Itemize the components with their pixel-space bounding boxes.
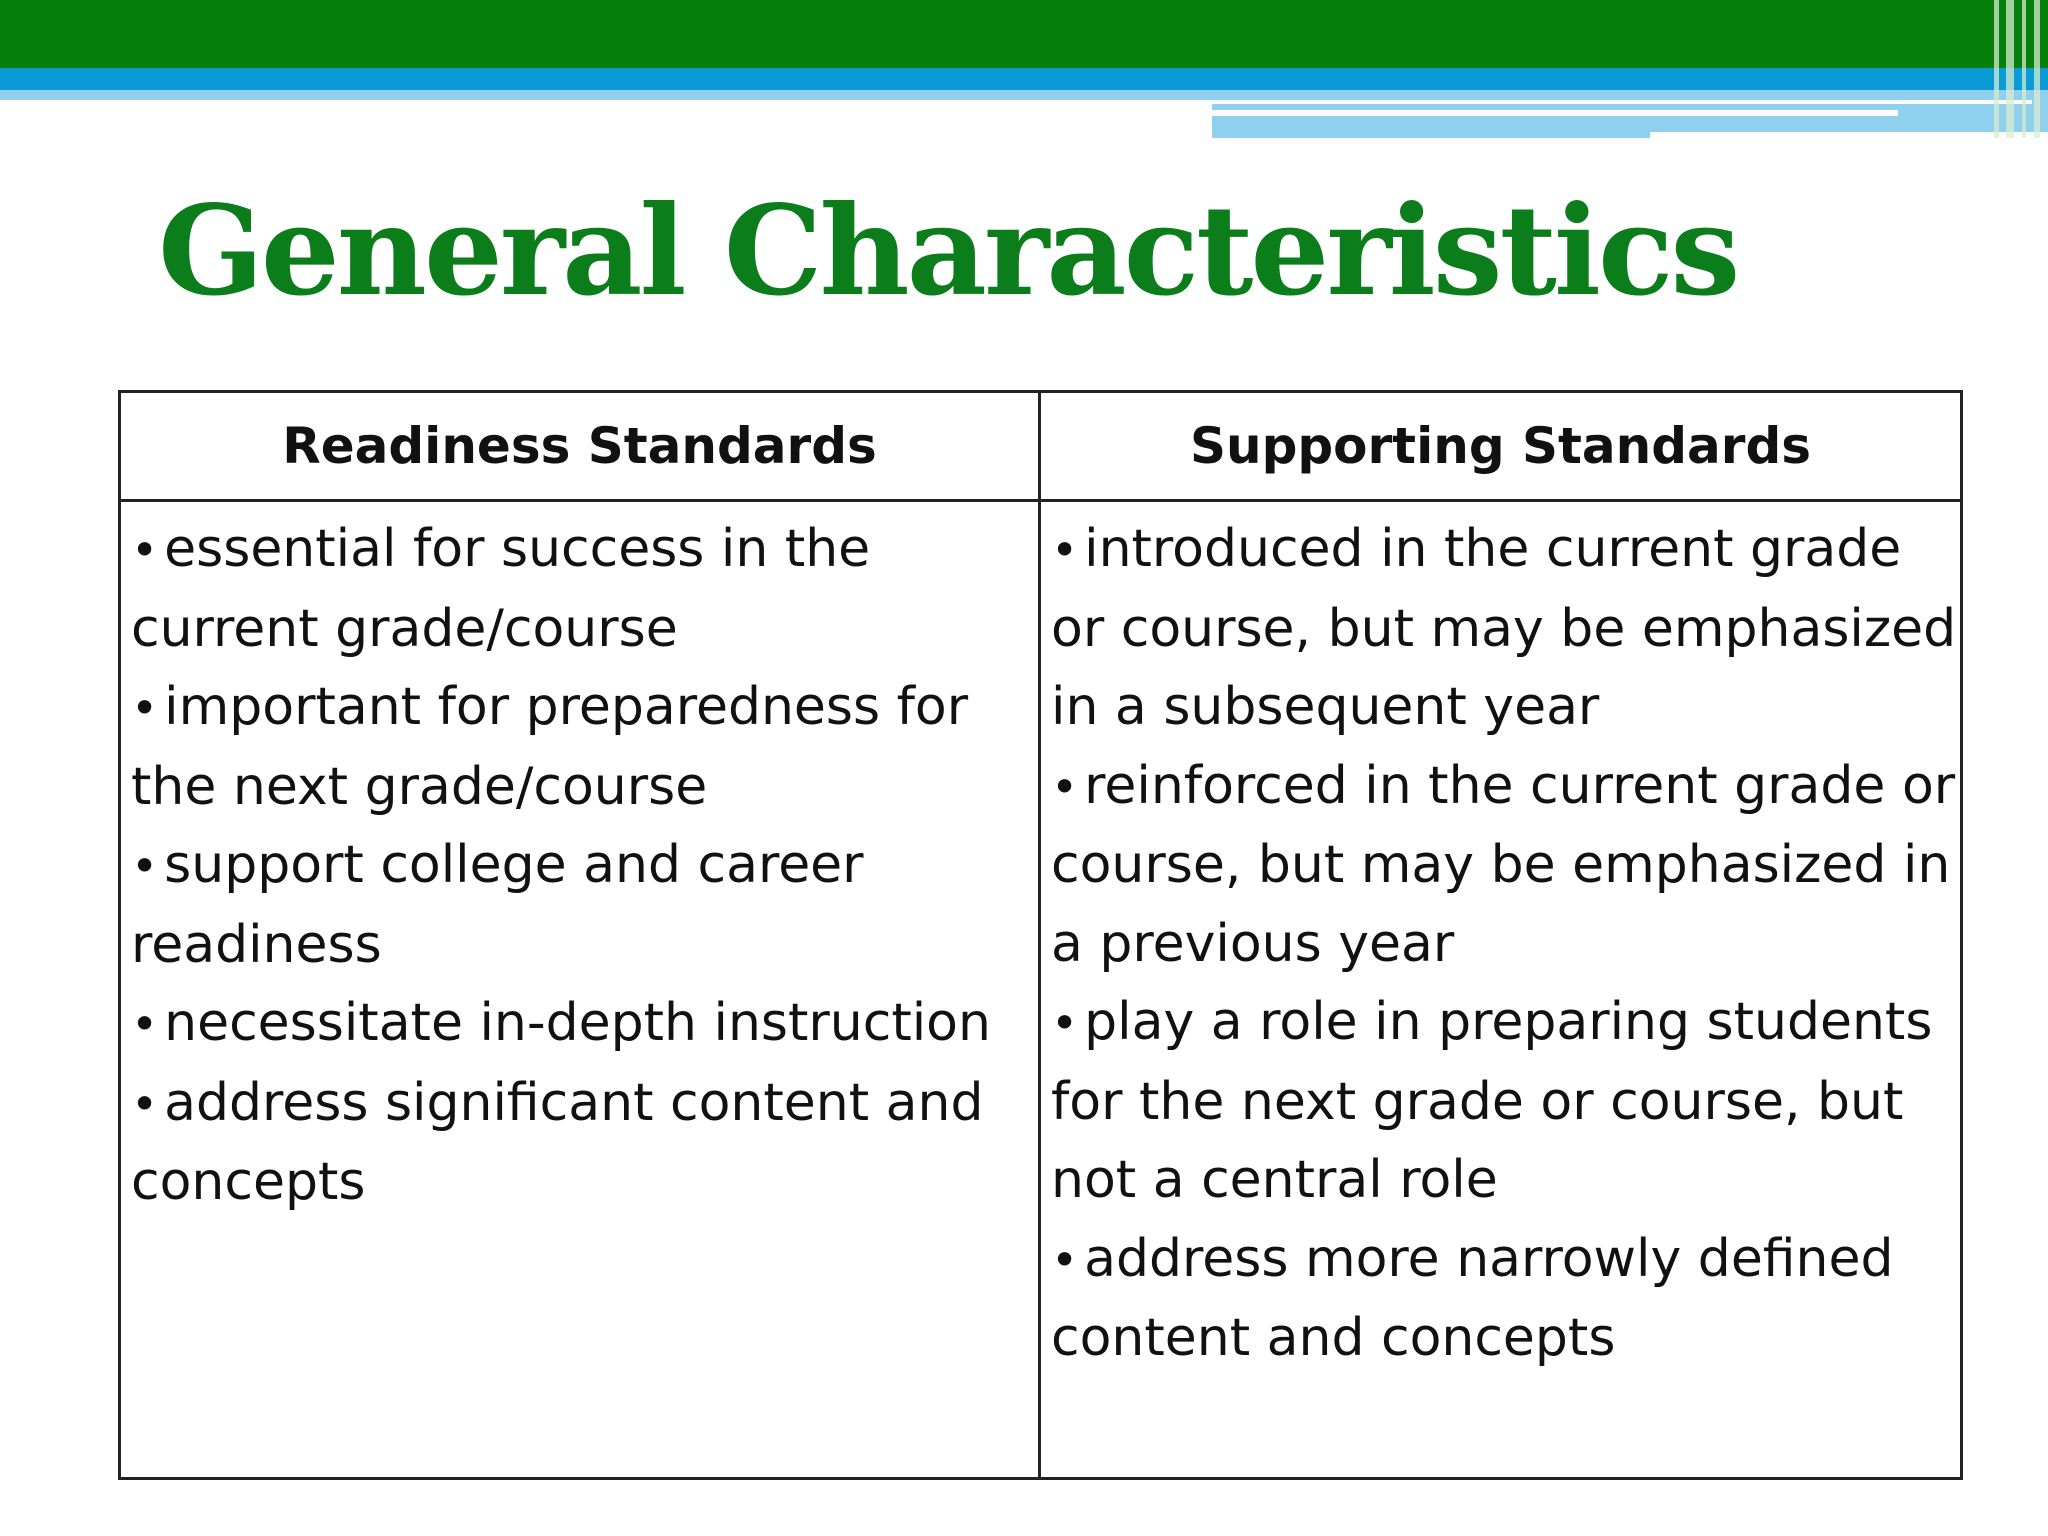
- list-item: [131, 510, 1038, 668]
- slide-title: General Characteristics: [158, 179, 1738, 324]
- bullet: •: [131, 523, 159, 577]
- readiness-item-text: address significant content and concepts: [131, 1072, 984, 1212]
- header-white-line: [1212, 100, 2032, 104]
- bullet: •: [1051, 759, 1079, 814]
- bullet: •: [131, 681, 159, 735]
- bullet: •: [1051, 996, 1079, 1050]
- readiness-item-text: support college and career readiness: [131, 835, 864, 975]
- standards-table: [118, 390, 1963, 1480]
- bullet: •: [1051, 1232, 1079, 1287]
- header-white-line: [1212, 110, 1898, 116]
- supporting-item-text: reinforced in the current grade or course, but may be emphasized in a previous year: [1051, 755, 1956, 974]
- header-stripe-blue: [0, 68, 2048, 90]
- list-item: [131, 826, 1038, 984]
- header-edge-bars: [1988, 0, 2048, 138]
- readiness-item-text: necessitate in-depth instruction: [164, 993, 991, 1053]
- bullet: •: [131, 1076, 159, 1131]
- bullet: •: [131, 839, 159, 893]
- readiness-item-text: important for preparedness for the next grade/course: [131, 677, 969, 817]
- supporting-item-text: introduced in the current grade or course, but may be emphasized in a subsequent year: [1051, 519, 1957, 737]
- list-item: [131, 668, 1038, 826]
- list-item: [1051, 510, 1960, 747]
- table-header-supporting: Supporting Standards: [1041, 393, 1960, 502]
- supporting-item-text: play a role in preparing students for the next grade or course, but not a central role: [1051, 992, 1933, 1210]
- supporting-list: [1041, 502, 1960, 1477]
- readiness-item-text: essential for success in the current grade/course: [131, 519, 871, 659]
- list-item: [131, 1064, 1038, 1222]
- bullet: •: [1051, 523, 1079, 577]
- table-header-readiness: Readiness Standards: [121, 393, 1041, 502]
- supporting-item-text: address more narrowly defined content and concepts: [1051, 1228, 1894, 1368]
- readiness-list: [121, 502, 1041, 1477]
- list-item: [131, 984, 1038, 1064]
- header-stripe-lightblue: [0, 90, 1212, 100]
- bullet: •: [131, 997, 159, 1051]
- header-stripe-green: [0, 0, 2048, 68]
- list-item: [1051, 983, 1960, 1220]
- list-item: [1051, 1220, 1960, 1378]
- list-item: [1051, 747, 1960, 984]
